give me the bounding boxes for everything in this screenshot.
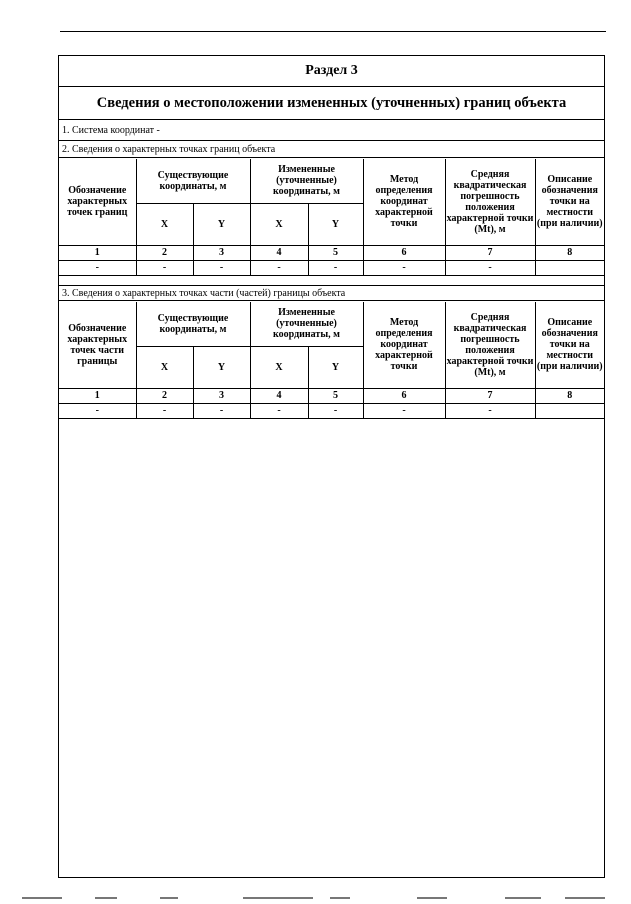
column-number: 2 — [136, 245, 193, 260]
column-number: 5 — [308, 245, 363, 260]
col-method: Метод определения координат характерной точки — [363, 159, 445, 245]
table-cell: - — [250, 403, 308, 418]
column-number: 7 — [445, 245, 535, 260]
section-title: Раздел 3 — [59, 56, 604, 87]
scan-mark — [417, 897, 447, 899]
column-number: 3 — [193, 245, 250, 260]
col-changed-y: Y — [308, 203, 363, 245]
table-cell — [535, 260, 604, 275]
table-cell: - — [363, 403, 445, 418]
col-designation: Обозначение характерных точек части границы — [59, 302, 136, 388]
col-error: Средняя квадратическая погрешность положения характерной точки (Mt), м — [445, 302, 535, 388]
col-description: Описание обозначения точки на местности (при наличии) — [535, 302, 604, 388]
col-changed: Измененные (уточненные) координаты, м — [250, 302, 363, 346]
col-existing-y: Y — [193, 203, 250, 245]
table-cell: - — [445, 260, 535, 275]
col-error: Средняя квадратическая погрешность положения характерной точки (Mt), м — [445, 159, 535, 245]
coordinate-system: 1. Система координат - — [59, 120, 604, 141]
table-cell: - — [250, 260, 308, 275]
col-existing-x: X — [136, 203, 193, 245]
column-number: 3 — [193, 388, 250, 403]
column-number: 2 — [136, 388, 193, 403]
column-number: 8 — [535, 388, 604, 403]
table-row — [59, 260, 604, 275]
table-cell: - — [308, 260, 363, 275]
col-existing: Существующие координаты, м — [136, 159, 250, 203]
col-existing-x: X — [136, 346, 193, 388]
column-number: 1 — [59, 245, 136, 260]
scan-footer-marks — [0, 893, 631, 904]
scan-mark — [243, 897, 313, 899]
column-number: 8 — [535, 245, 604, 260]
column-number-row — [59, 245, 604, 260]
col-existing: Существующие координаты, м — [136, 302, 250, 346]
scan-mark — [505, 897, 541, 899]
column-number-row — [59, 388, 604, 403]
scan-mark — [565, 897, 605, 899]
part2-heading: 2. Сведения о характерных точках границ объекта — [59, 142, 604, 158]
column-number: 4 — [250, 388, 308, 403]
scan-mark — [22, 897, 62, 899]
column-number: 5 — [308, 388, 363, 403]
col-method: Метод определения координат характерной точки — [363, 302, 445, 388]
section-frame — [58, 55, 605, 878]
col-changed-y: Y — [308, 346, 363, 388]
col-changed: Измененные (уточненные) координаты, м — [250, 159, 363, 203]
table-cell: - — [136, 403, 193, 418]
part3-table — [59, 302, 604, 419]
scan-mark — [95, 897, 117, 899]
part3-heading: 3. Сведения о характерных точках части (частей) границы объекта — [59, 285, 604, 301]
table-cell — [535, 403, 604, 418]
table-cell: - — [136, 260, 193, 275]
section-subtitle: Сведения о местоположении измененных (уточненных) границ объекта — [59, 87, 604, 120]
col-existing-y: Y — [193, 346, 250, 388]
table-cell: - — [363, 260, 445, 275]
column-number: 6 — [363, 388, 445, 403]
column-number: 1 — [59, 388, 136, 403]
column-number: 6 — [363, 245, 445, 260]
top-rule — [60, 31, 606, 32]
col-changed-x: X — [250, 346, 308, 388]
table-cell: - — [59, 260, 136, 275]
table-cell: - — [445, 403, 535, 418]
scan-mark — [330, 897, 350, 899]
column-number: 7 — [445, 388, 535, 403]
table-cell: - — [59, 403, 136, 418]
table-row — [59, 403, 604, 418]
col-changed-x: X — [250, 203, 308, 245]
table-cell: - — [193, 403, 250, 418]
col-description: Описание обозначения точки на местности (при наличии) — [535, 159, 604, 245]
part2-table — [59, 159, 604, 276]
table-cell: - — [193, 260, 250, 275]
col-designation: Обозначение характерных точек границ — [59, 159, 136, 245]
scan-mark — [160, 897, 178, 899]
column-number: 4 — [250, 245, 308, 260]
table-cell: - — [308, 403, 363, 418]
